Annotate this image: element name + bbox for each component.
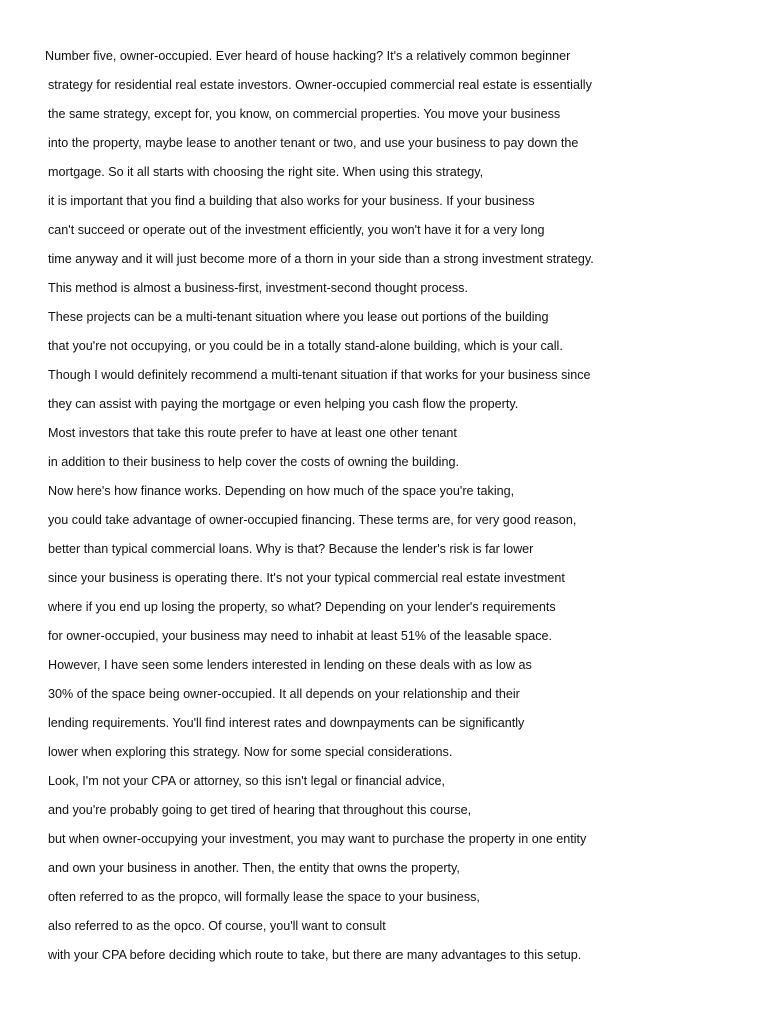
- text-line: lending requirements. You'll find interest rates and downpayments can be significantly: [48, 716, 525, 730]
- text-line: can't succeed or operate out of the investment efficiently, you won't have it for a very long: [48, 223, 545, 237]
- text-line: strategy for residential real estate investors. Owner-occupied commercial real estate is essentially: [48, 78, 592, 92]
- text-line: Though I would definitely recommend a multi-tenant situation if that works for your business since: [48, 368, 591, 382]
- text-line: the same strategy, except for, you know, on commercial properties. You move your business: [48, 107, 561, 121]
- text-line: lower when exploring this strategy. Now for some special considerations.: [48, 745, 453, 759]
- text-line: with your CPA before deciding which route to take, but there are many advantages to this setup.: [48, 948, 582, 962]
- text-line: time anyway and it will just become more of a thorn in your side than a strong investment strategy.: [48, 252, 594, 266]
- text-line: also referred to as the opco. Of course, you'll want to consult: [48, 919, 386, 933]
- text-line: mortgage. So it all starts with choosing the right site. When using this strategy,: [48, 165, 484, 179]
- text-line: you could take advantage of owner-occupied financing. These terms are, for very good reason,: [48, 513, 577, 527]
- text-line: Number five, owner-occupied. Ever heard of house hacking? It's a relatively common beginner: [45, 49, 571, 63]
- text-line: but when owner-occupying your investment, you may want to purchase the property in one entity: [48, 832, 587, 846]
- text-line: they can assist with paying the mortgage or even helping you cash flow the property.: [48, 397, 519, 411]
- text-line: Now here's how finance works. Depending on how much of the space you're taking,: [48, 484, 515, 498]
- text-line: for owner-occupied, your business may need to inhabit at least 51% of the leasable space.: [48, 629, 553, 643]
- text-line: in addition to their business to help cover the costs of owning the building.: [48, 455, 459, 469]
- text-line: and you're probably going to get tired of hearing that throughout this course,: [48, 803, 472, 817]
- transcript-text: [45, 44, 594, 972]
- text-line: These projects can be a multi-tenant situation where you lease out portions of the building: [48, 310, 549, 324]
- text-line: since your business is operating there. It's not your typical commercial real estate investment: [48, 571, 565, 585]
- text-line: Look, I'm not your CPA or attorney, so this isn't legal or financial advice,: [48, 774, 446, 788]
- text-line: 30% of the space being owner-occupied. It all depends on your relationship and their: [48, 687, 520, 701]
- text-line: that you're not occupying, or you could be in a totally stand-alone building, which is your call.: [48, 339, 563, 353]
- text-line: where if you end up losing the property, so what? Depending on your lender's requirements: [48, 600, 556, 614]
- text-line: often referred to as the propco, will formally lease the space to your business,: [48, 890, 480, 904]
- text-line: Most investors that take this route prefer to have at least one other tenant: [48, 426, 457, 440]
- text-line: better than typical commercial loans. Why is that? Because the lender's risk is far lower: [48, 542, 534, 556]
- text-line: This method is almost a business-first, investment-second thought process.: [48, 281, 468, 295]
- text-line: into the property, maybe lease to another tenant or two, and use your business to pay down the: [48, 136, 579, 150]
- text-line: and own your business in another. Then, the entity that owns the property,: [48, 861, 460, 875]
- text-line: However, I have seen some lenders interested in lending on these deals with as low as: [48, 658, 532, 672]
- text-line: it is important that you find a building that also works for your business. If your business: [48, 194, 535, 208]
